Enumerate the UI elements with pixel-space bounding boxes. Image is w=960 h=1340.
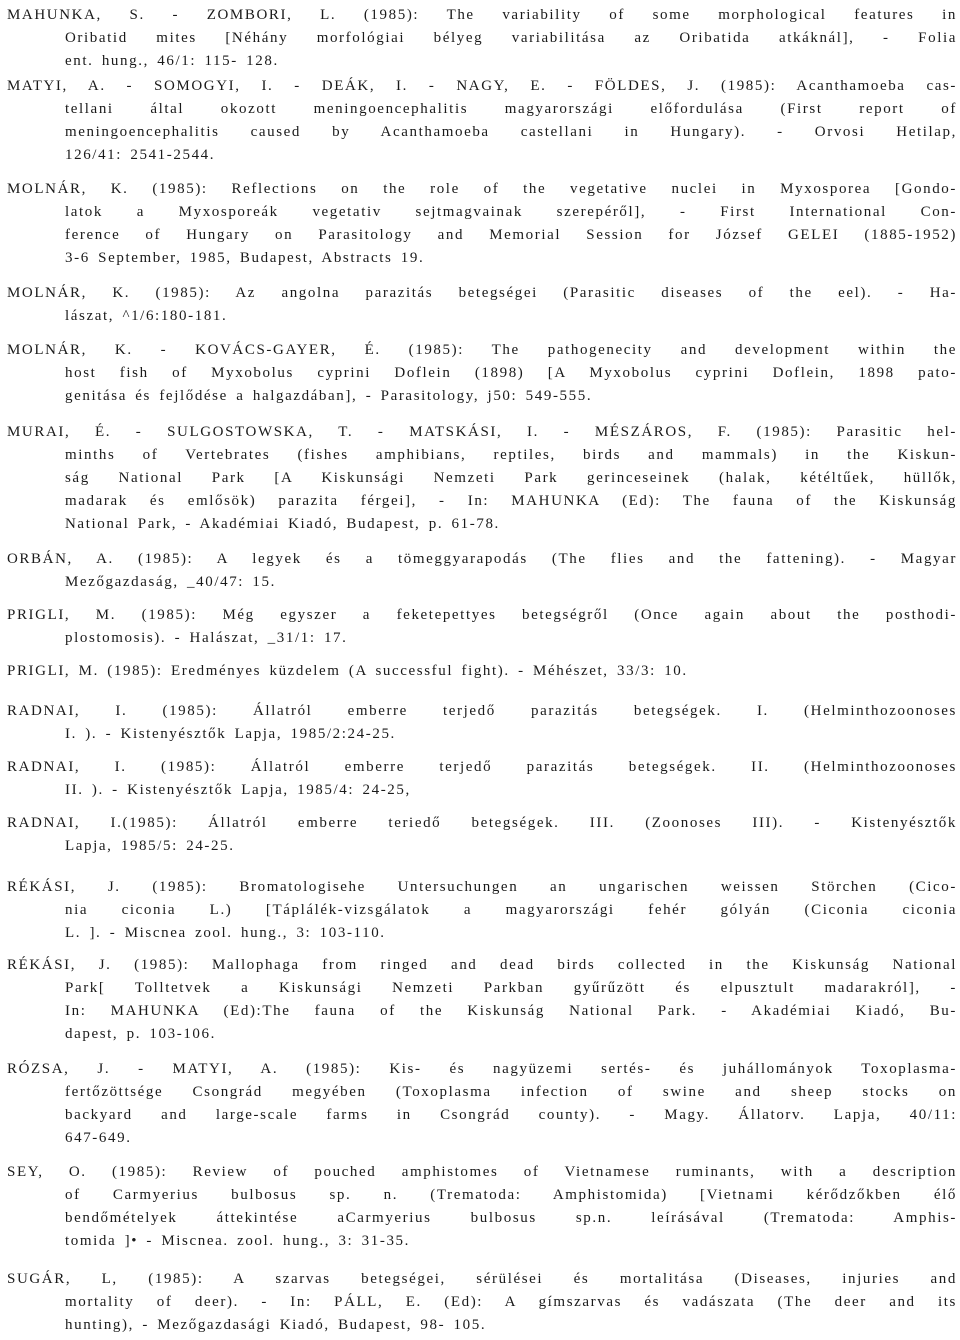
entry-first-line: MOLNÁR, K. (1985): Az angolna parazitás betegségei (Parasitic diseases of the eel). - Ha- <box>7 285 957 301</box>
entry-continuation-line: backyard and large-scale farms in Csongrád county). - Magy. Állatorv. Lapja, 40/11: <box>65 1107 957 1123</box>
entry-continuation-line: L. ]. - Miscnea zool. hung., 3: 103-110. <box>65 925 386 941</box>
entry-continuation-line: ference of Hungary on Parasitology and Memorial Session for József GELEI (1885-1952) <box>65 227 957 243</box>
bibliography-entry <box>7 812 957 858</box>
entry-continuation-line: tellani által okozott meningoencephalitis magyarországi előfordulása (First report of <box>65 101 957 117</box>
entry-first-line: PRIGLI, M. (1985): Még egyszer a feketepettyes betegségről (Once again about the posthodi- <box>7 607 957 623</box>
bibliography-entry <box>7 4 957 73</box>
entry-continuation-line: lászat, ^1/6:180-181. <box>65 308 228 324</box>
entry-continuation-line: hunting), - Mezőgazdasági Kiadó, Budapest, 98- 105. <box>65 1317 487 1333</box>
entry-continuation-line: fertőzöttsége Csongrád megyében (Toxoplasma infection of swine and sheep stocks on <box>65 1084 957 1100</box>
entry-continuation-line: ent. hung., 46/1: 115- 128. <box>65 53 279 69</box>
bibliography-entry <box>7 421 957 536</box>
bibliography-entry <box>7 756 957 802</box>
entry-continuation-line: Lapja, 1985/5: 24-25. <box>65 838 235 854</box>
entry-continuation-line: Oribatid mites [Néhány morfológiai bélyeg variabilitása az Oribatida atkáknál], - Folia <box>65 30 957 46</box>
bibliography-entry <box>7 660 957 683</box>
entry-continuation-line: of Carmyerius bulbosus sp. n. (Trematoda: Amphistomida) [Vietnami kérődzőkben élő <box>65 1187 957 1203</box>
bibliography-entry <box>7 604 957 650</box>
entry-continuation-line: II. ). - Kistenyésztők Lapja, 1985/4: 24-25, <box>65 782 411 798</box>
entry-continuation-line: tomida ]• - Miscnea. zool. hung., 3: 31-35. <box>65 1233 411 1249</box>
entry-first-line: RADNAI, I.(1985): Állatról emberre teriedő betegségek. III. (Zoonoses III). - Kistenyésztők <box>7 815 957 831</box>
entry-continuation-line: dapest, p. 103-106. <box>65 1026 216 1042</box>
entry-first-line: PRIGLI, M. (1985): Eredményes küzdelem (A successful fight). - Méhészet, 33/3: 10. <box>7 663 688 679</box>
entry-continuation-line: plostomosis). - Halászat, _31/1: 17. <box>65 630 348 646</box>
bibliography-entry <box>7 1268 957 1337</box>
entry-first-line: MOLNÁR, K. (1985): Reflections on the role of the vegetative nuclei in Myxosporea [Gondo- <box>7 181 957 197</box>
entry-first-line: SEY, O. (1985): Review of pouched amphistomes of Vietnamese ruminants, with a description <box>7 1164 957 1180</box>
entry-first-line: RADNAI, I. (1985): Állatról emberre terjedő parazitás betegségek. II. (Helminthozoonoses <box>7 759 957 775</box>
entry-first-line: MAHUNKA, S. - ZOMBORI, L. (1985): The variability of some morphological features in <box>7 7 957 23</box>
entry-continuation-line: ság National Park [A Kiskunsági Nemzeti Park gerinceseinek (halak, kétéltűek, hüllők, <box>65 470 957 486</box>
entry-continuation-line: In: MAHUNKA (Ed):The fauna of the Kiskunság National Park. - Akadémiai Kiadó, Bu- <box>65 1003 957 1019</box>
entry-continuation-line: genitása és fejlődése a halgazdában], - Parasitology, j50: 549-555. <box>65 388 593 404</box>
entry-continuation-line: madarak és emlősök) parazita férgei], - In: MAHUNKA (Ed): The fauna of the Kiskunság <box>65 493 957 509</box>
entry-continuation-line: minths of Vertebrates (fishes amphibians, reptiles, birds and mammals) in the Kiskun- <box>65 447 957 463</box>
bibliography-entry <box>7 954 957 1046</box>
bibliography-entry <box>7 282 957 328</box>
entry-continuation-line: National Park, - Akadémiai Kiadó, Budapest, p. 61-78. <box>65 516 500 532</box>
entry-continuation-line: 647-649. <box>65 1130 132 1146</box>
bibliography-entry <box>7 548 957 594</box>
entry-first-line: RÉKÁSI, J. (1985): Mallophaga from ringed and dead birds collected in the Kiskunság National <box>7 957 957 973</box>
bibliography-entry <box>7 339 957 408</box>
entry-continuation-line: meningoencephalitis caused by Acanthamoeba castellani in Hungary). - Orvosi Hetilap, <box>65 124 957 140</box>
bibliography-entry <box>7 876 957 945</box>
bibliography-entry <box>7 1161 957 1253</box>
bibliography-entry <box>7 700 957 746</box>
entry-continuation-line: mortality of deer). - In: PÁLL, E. (Ed): A gímszarvas és vadászata (The deer and its <box>65 1294 957 1310</box>
entry-continuation-line: host fish of Myxobolus cyprini Doflein (1898) [A Myxobolus cyprini Doflein, 1898 pato- <box>65 365 957 381</box>
entry-first-line: MATYI, A. - SOMOGYI, I. - DEÁK, I. - NAGY, E. - FÖLDES, J. (1985): Acanthamoeba cas- <box>7 78 957 94</box>
entry-continuation-line: I. ). - Kistenyésztők Lapja, 1985/2:24-25. <box>65 726 396 742</box>
entry-first-line: RÓZSA, J. - MATYI, A. (1985): Kis- és nagyüzemi sertés- és juhállományok Toxoplasma- <box>7 1061 957 1077</box>
entry-first-line: MOLNÁR, K. - KOVÁCS-GAYER, É. (1985): The pathogenecity and development within the <box>7 342 957 358</box>
entry-continuation-line: Mezőgazdaság, _40/47: 15. <box>65 574 276 590</box>
entry-continuation-line: 3-6 September, 1985, Budapest, Abstracts 19. <box>65 250 425 266</box>
bibliography-entry <box>7 178 957 270</box>
entry-first-line: ORBÁN, A. (1985): A legyek és a tömeggyarapodás (The flies and the fattening). - Magyar <box>7 551 957 567</box>
entry-first-line: SUGÁR, L, (1985): A szarvas betegségei, sérülései és mortalitása (Diseases, injuries and <box>7 1271 957 1287</box>
bibliography-entry <box>7 1058 957 1150</box>
entry-first-line: MURAI, É. - SULGOSTOWSKA, T. - MATSKÁSI, I. - MÉSZÁROS, F. (1985): Parasitic hel- <box>7 424 957 440</box>
entry-continuation-line: bendőmételyek áttekintése aCarmyerius bulbosus sp.n. leírásával (Trematoda: Amphis- <box>65 1210 957 1226</box>
entry-first-line: RADNAI, I. (1985): Állatról emberre terjedő parazitás betegségek. I. (Helminthozoonoses <box>7 703 957 719</box>
entry-continuation-line: latok a Myxosporeák vegetativ sejtmagvainak szerepéről], - First International Con- <box>65 204 957 220</box>
entry-first-line: RÉKÁSI, J. (1985): Bromatologisehe Untersuchungen an ungarischen weissen Störchen (Cico- <box>7 879 957 895</box>
bibliography-entry <box>7 75 957 167</box>
entry-continuation-line: nia ciconia L.) [Táplálék-vizsgálatok a magyarországi fehér gólyán (Ciconia ciconia <box>65 902 957 918</box>
entry-continuation-line: 126/41: 2541-2544. <box>65 147 216 163</box>
entry-continuation-line: Park[ Tolltetvek a Kiskunsági Nemzeti Parkban gyűrűzött és elpusztult madarakról], - <box>65 980 957 996</box>
